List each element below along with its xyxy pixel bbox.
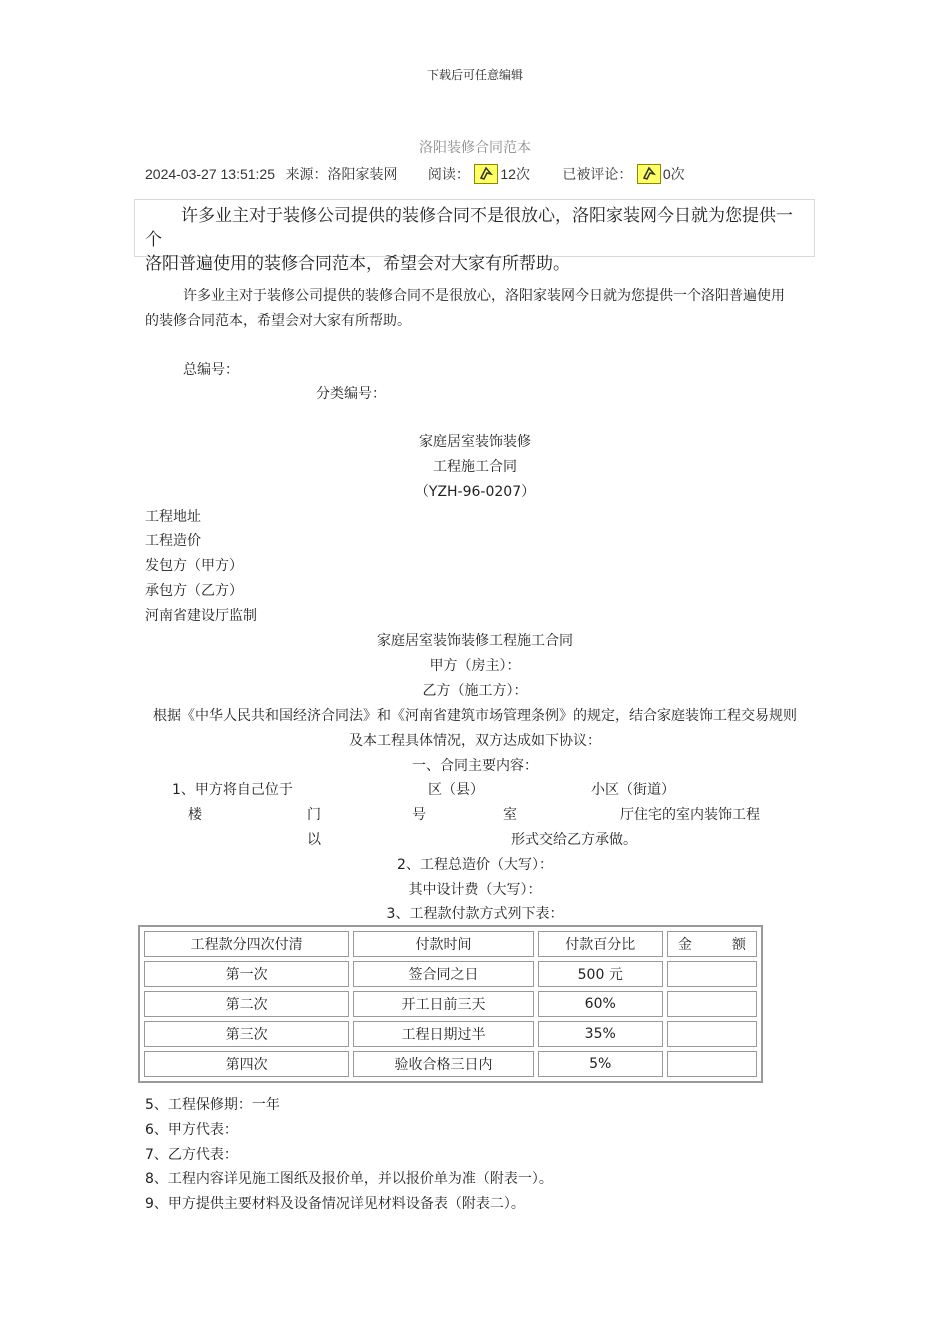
item2-design-fee: 其中设计费（大写）： <box>408 882 542 898</box>
cover-cost: 工程造价 <box>145 533 201 549</box>
article-meta <box>145 164 685 184</box>
table-row <box>144 1051 757 1077</box>
item1-number: 号 <box>412 807 426 823</box>
reads-icon <box>474 164 498 184</box>
item1-by: 以 <box>307 832 321 848</box>
item8-work-content: 8、工程内容详见施工图纸及报价单，并以报价单为准（附表一）。 <box>145 1171 553 1187</box>
item1-hall: 厅住宅的室内装饰工程 <box>620 807 760 823</box>
source-link[interactable]: 洛阳家装网 <box>327 167 398 183</box>
table-cell <box>667 961 757 987</box>
cover-party-b: 承包方（乙方） <box>145 583 243 599</box>
cover-supervisor: 河南省建设厅监制 <box>145 608 257 624</box>
item1-door: 门 <box>307 807 321 823</box>
item1-building: 楼 <box>188 807 202 823</box>
item2-total-cost: 2、工程总造价（大写）： <box>397 857 553 873</box>
comments-count: 0 <box>662 166 671 182</box>
cover-title-2: 工程施工合同 <box>433 459 517 475</box>
table-header: 工程款分四次付清 <box>144 931 349 957</box>
contract-basis-line-1: 根据《中华人民共和国经济合同法》和《河南省建筑市场管理条例》的规定，结合家庭装饰工程交易规则 <box>153 708 797 724</box>
item1-community: 小区（街道） <box>591 782 675 798</box>
header-note: 下载后可任意编辑 <box>426 68 523 82</box>
table-row <box>144 991 757 1017</box>
summary-line-1: 许多业主对于装修公司提供的装修合同不是很放心，洛阳家装网今日就为您提供一个 <box>145 206 793 250</box>
category-number-label: 分类编号： <box>316 386 386 402</box>
contract-party-b: 乙方（施工方）： <box>422 683 528 699</box>
table-cell: 验收合格三日内 <box>353 1051 533 1077</box>
item9-materials: 9、甲方提供主要材料及设备情况详见材料设备表（附表二）。 <box>145 1196 525 1212</box>
item3-payment-method: 3、工程款付款方式列下表： <box>386 906 564 922</box>
table-cell: 第四次 <box>144 1051 349 1077</box>
table-header-amount <box>667 931 757 957</box>
cover-code: （YZH-96-0207） <box>414 484 536 500</box>
source-label: 来源： <box>285 167 328 183</box>
table-cell: 60% <box>538 991 663 1017</box>
table-cell: 第二次 <box>144 991 349 1017</box>
table-header: 付款百分比 <box>538 931 663 957</box>
table-cell: 35% <box>538 1021 663 1047</box>
intro-line-2: 的装修合同范本，希望会对大家有所帮助。 <box>145 313 411 329</box>
payment-table <box>138 925 763 1083</box>
table-cell <box>667 991 757 1017</box>
cover-party-a: 发包方（甲方） <box>145 558 243 574</box>
article-title: 洛阳装修合同范本 <box>419 140 531 156</box>
table-header-row <box>144 931 757 957</box>
item1-location: 1、甲方将自己位于 <box>172 782 293 798</box>
item5-warranty: 5、工程保修期：一年 <box>145 1097 280 1113</box>
intro-line-1: 许多业主对于装修公司提供的装修合同不是很放心，洛阳家装网今日就为您提供一个洛阳普遍使用 <box>183 288 785 304</box>
item1-form: 形式交给乙方承做。 <box>511 832 637 848</box>
amount-header-char-2: 额 <box>732 937 746 953</box>
reads-count: 12 <box>500 166 516 182</box>
item1-room: 室 <box>503 807 517 823</box>
item6-party-a-rep: 6、甲方代表： <box>145 1122 238 1138</box>
amount-header-char-1: 金 <box>677 937 692 953</box>
cover-title-1: 家庭居室装饰装修 <box>419 434 531 450</box>
intro-paragraph <box>145 284 805 334</box>
item1-district: 区（县） <box>428 782 484 798</box>
comments-unit: 次 <box>670 167 685 183</box>
table-cell: 签合同之日 <box>353 961 533 987</box>
summary-line-2: 洛阳普遍使用的装修合同范本，希望会对大家有所帮助。 <box>145 254 570 274</box>
table-cell: 工程日期过半 <box>353 1021 533 1047</box>
item7-party-b-rep: 7、乙方代表： <box>145 1147 238 1163</box>
comments-label: 已被评论： <box>562 167 633 183</box>
contract-basis-line-2: 及本工程具体情况，双方达成如下协议： <box>349 733 601 749</box>
table-cell: 500 元 <box>538 961 663 987</box>
table-header: 付款时间 <box>353 931 533 957</box>
summary-box <box>134 199 815 274</box>
table-cell: 第三次 <box>144 1021 349 1047</box>
table-cell <box>667 1051 757 1077</box>
table-cell <box>667 1021 757 1047</box>
general-number-label: 总编号： <box>183 362 239 378</box>
table-cell: 第一次 <box>144 961 349 987</box>
comments-icon <box>637 164 661 184</box>
table-cell: 5% <box>538 1051 663 1077</box>
reads-label: 阅读： <box>427 167 470 183</box>
table-cell: 开工日前三天 <box>353 991 533 1017</box>
table-row <box>144 1021 757 1047</box>
section-1-heading: 一、合同主要内容： <box>412 758 538 774</box>
table-row <box>144 961 757 987</box>
article-datetime: 2024-03-27 13:51:25 <box>145 166 275 182</box>
contract-title: 家庭居室装饰装修工程施工合同 <box>377 633 573 649</box>
cover-address: 工程地址 <box>145 509 201 525</box>
reads-unit: 次 <box>515 167 530 183</box>
contract-party-a: 甲方（房主）： <box>429 658 521 674</box>
